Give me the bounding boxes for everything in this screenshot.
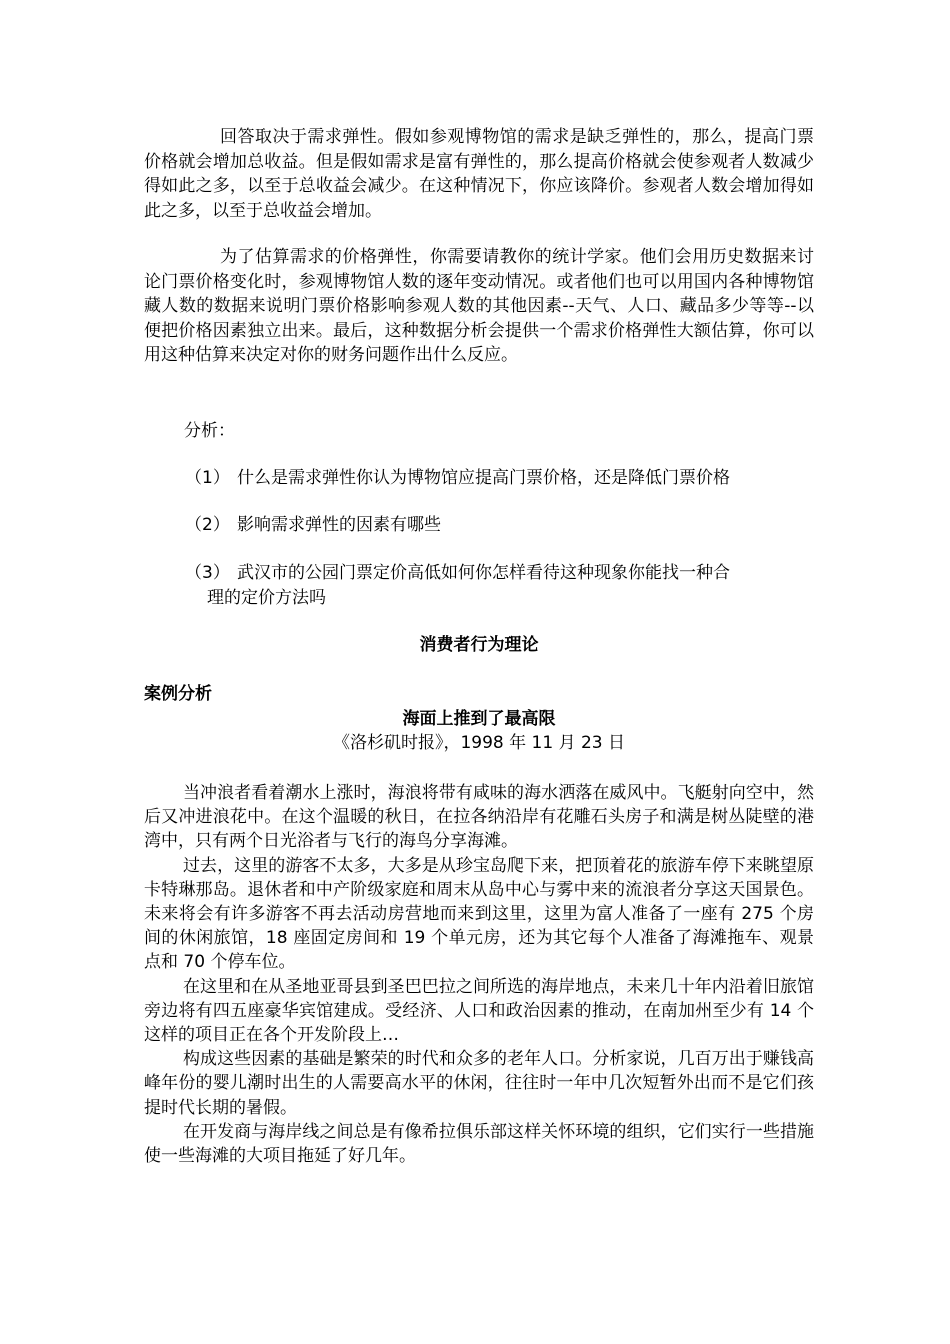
question-text: 影响需求弹性的因素有哪些 — [237, 515, 441, 535]
case-analysis-label: 案例分析 — [144, 684, 212, 704]
question-number: （2） — [185, 515, 230, 535]
article-paragraph: 构成这些因素的基础是繁荣的时代和众多的老年人口。分析家说，几百万出于赚钱高峰年份的婴儿潮时出生的人需要高水平的休闲，往往时一年中几次短暂外出而不是它们孩提时代长期的暑假。 — [144, 1049, 814, 1118]
question-text: 什么是需求弹性你认为博物馆应提高门票价格，还是降低门票价格 — [237, 468, 730, 488]
question-text-continued: 理的定价方法吗 — [207, 588, 326, 608]
intro-paragraph-1: 回答取决于需求弹性。假如参观博物馆的需求是缺乏弹性的，那么，提高门票价格就会增加总收益。但是假如需求是富有弹性的，那么提高价格就会使参观者人数减少得如此之多，以至于总收益会减少。在这种情况下，你应该降价。参观者人数会增加得如此之多，以至于总收益会增加。 — [144, 127, 814, 221]
question-text: 武汉市的公园门票定价高低如何你怎样看待这种现象你能找一种合 — [237, 563, 730, 583]
question-number: （3） — [185, 563, 230, 583]
intro-paragraph-2: 为了估算需求的价格弹性，你需要请教你的统计学家。他们会用历史数据来讨论门票价格变化时，参观博物馆人数的逐年变动情况。或者他们也可以用国内各种博物馆藏人数的数据来说明门票价格影响参观人数的其他因素--天气、人口、藏品多少等等--以便把价格因素独立出来。最后，这种数据分析会提供一个需求价格弹性大额估算，你可以用这种估算来决定对你的财务问题作出什么反应。 — [144, 247, 814, 365]
article-source: 《洛杉矶时报》，1998 年 11 月 23 日 — [332, 733, 626, 753]
question-number: （1） — [185, 468, 230, 488]
question-2 — [185, 513, 805, 538]
article-body — [144, 781, 814, 1168]
question-1 — [185, 466, 805, 491]
article-paragraph: 在开发商与海岸线之间总是有像希拉俱乐部这样关怀环境的组织，它们实行一些措施使一些海滩的大项目拖延了好几年。 — [144, 1121, 814, 1167]
section-title: 消费者行为理论 — [419, 635, 539, 655]
article-paragraph: 过去，这里的游客不太多，大多是从珍宝岛爬下来，把顶着花的旅游车停下来眺望原卡特琳那岛。退休者和中产阶级家庭和周末从岛中心与雾中来的流浪者分享这天国景色。未来将会有许多游客不再去活动房营地而来到这里，这里为富人准备了一座有 275 个房间的休闲旅馆，18 座固定房间和 19 个单元房，还为其它每个人准备了海滩拖车、观景点和 70 个停车位。 — [144, 855, 814, 973]
question-3 — [185, 561, 805, 611]
analysis-label: 分析： — [184, 421, 235, 441]
article-paragraph: 在这里和在从圣地亚哥县到圣巴巴拉之间所选的海岸地点，未来几十年内沿着旧旅馆旁边将有四五座豪华宾馆建成。受经济、人口和政治因素的推动，在南加州至少有 14 个这样的项目正在各个开发阶段上… — [144, 976, 814, 1046]
article-headline: 海面上推到了最高限 — [402, 709, 556, 729]
article-paragraph: 当冲浪者看着潮水上涨时，海浪将带有咸味的海水洒落在威风中。飞艇射向空中，然后又冲进浪花中。在这个温暖的秋日，在拉各纳沿岸有花雕石头房子和满是树丛陡壁的港湾中，只有两个日光浴者与飞行的海鸟分享海滩。 — [144, 783, 814, 852]
